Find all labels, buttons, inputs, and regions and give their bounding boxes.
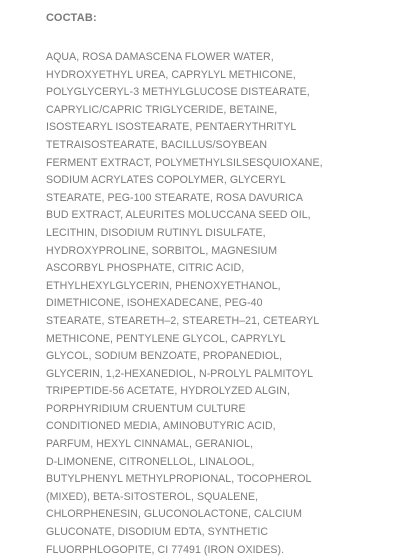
ingredients-line: STEARATE, PEG-100 STEARATE, ROSA DAVURICA [46, 191, 303, 204]
ingredients-heading: СОСТАВ: [46, 12, 97, 24]
ingredients-line: CONDITIONED MEDIA, AMINOBUTYRIC ACID, [46, 420, 276, 433]
ingredients-line: STEARATE, STEARETH–2, STEARETH–21, CETEARYL [46, 314, 320, 327]
ingredients-line: GLYCOL, SODIUM BENZOATE, PROPANEDIOL, [46, 350, 283, 363]
ingredients-line: FLUORPHLOGOPITE, CI 77491 (IRON OXIDES). [46, 543, 285, 556]
ingredients-line: PORPHYRIDIUM CRUENTUM CULTURE [46, 402, 246, 415]
ingredients-line: CAPRYLIC/CAPRIC TRIGLYCERIDE, BETAINE, [46, 103, 278, 116]
ingredients-line: BUTYLPHENYL METHYLPROPIONAL, TOCOPHEROL [46, 473, 312, 486]
ingredients-line: METHICONE, PENTYLENE GLYCOL, CAPRYLYL [46, 332, 286, 345]
ingredients-line: FERMENT EXTRACT, POLYMETHYLSILSESQUIOXANE, [46, 156, 323, 169]
ingredients-line: CHLORPHENESIN, GLUCONOLACTONE, CALCIUM [46, 508, 302, 521]
ingredients-line: (MIXED), BETA-SITOSTEROL, SQUALENE, [46, 490, 259, 503]
ingredients-line: HYDROXYETHYL UREA, CAPRYLYL METHICONE, [46, 68, 296, 81]
ingredients-line: GLUCONATE, DISODIUM EDTA, SYNTHETIC [46, 526, 269, 539]
ingredients-line: PARFUM, HEXYL CINNAMAL, GERANIOL, [46, 438, 254, 451]
ingredients-line: ASCORBYL PHOSPHATE, CITRIC ACID, [46, 262, 245, 275]
ingredients-line: ISOSTEARYL ISOSTEARATE, PENTAERYTHRITYL [46, 121, 297, 134]
ingredients-line: TRIPEPTIDE-56 ACETATE, HYDROLYZED ALGIN, [46, 385, 290, 398]
ingredients-line: DIMETHICONE, ISOHEXADECANE, PEG-40 [46, 297, 263, 310]
ingredients-line: GLYCERIN, 1,2-HEXANEDIOL, N-PROLYL PALMITOYL [46, 367, 314, 380]
ingredients-line: AQUA, ROSA DAMASCENA FLOWER WATER, [46, 51, 274, 63]
ingredients-line: SODIUM ACRYLATES COPOLYMER, GLYCERYL [46, 174, 286, 187]
ingredients-line: BUD EXTRACT, ALEURITES MOLUCCANA SEED OIL, [46, 209, 311, 222]
ingredients-line: ETHYLHEXYLGLYCERIN, PHENOXYETHANOL, [46, 279, 281, 292]
ingredients-line: D-LIMONENE, CITRONELLOL, LINALOOL, [46, 455, 255, 468]
ingredients-list [46, 49, 360, 559]
ingredients-line: TETRAISOSTEARATE, BACILLUS/SOYBEAN [46, 138, 268, 151]
ingredients-line: HYDROXYPROLINE, SORBITOL, MAGNESIUM [46, 244, 278, 257]
ingredients-line: POLYGLYCERYL-3 METHYLGLUCOSE DISTEARATE, [46, 86, 310, 99]
ingredients-line: LECITHIN, DISODIUM RUTINYL DISULFATE, [46, 226, 266, 239]
